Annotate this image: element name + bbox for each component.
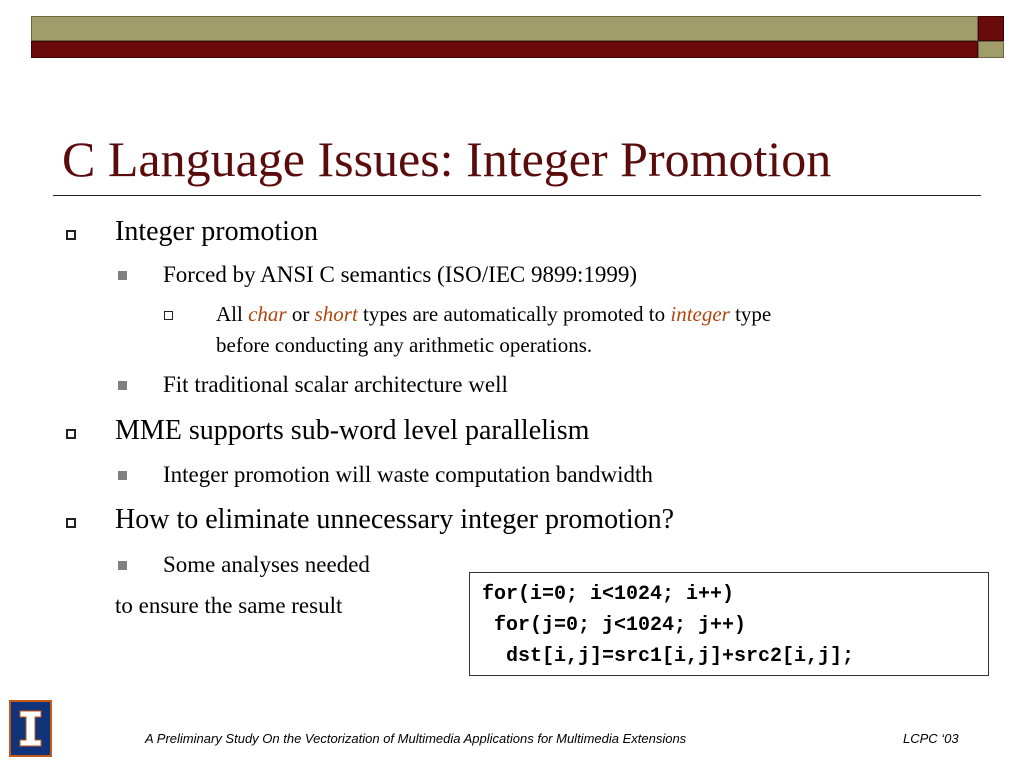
title-underline	[53, 195, 981, 196]
text-segment: type	[729, 302, 772, 326]
bullet-level2-ansi-c: Forced by ANSI C semantics (ISO/IEC 9899:1999)	[163, 262, 638, 287]
hollow-square-bullet-icon	[66, 230, 76, 240]
emphasis-short: short	[314, 302, 358, 326]
continuation-text: to ensure the same result	[115, 593, 343, 618]
solid-square-bullet-icon	[118, 471, 127, 480]
code-line: dst[i,j]=src1[i,j]+src2[i,j];	[482, 645, 855, 668]
header-bar-olive	[31, 16, 978, 41]
bullet-level3-continuation: before conducting any arithmetic operations.	[216, 333, 593, 357]
text-segment: types are automatically promoted to	[357, 302, 671, 326]
code-snippet-box	[469, 572, 989, 676]
solid-square-bullet-icon	[118, 561, 127, 570]
slide-title: C Language Issues: Integer Promotion	[62, 131, 832, 187]
bullet-level1-eliminate: How to eliminate unnecessary integer promotion?	[115, 504, 675, 535]
block-i-icon	[11, 702, 50, 755]
bullet-level3-promotion-rule	[216, 301, 771, 327]
text-segment: All	[216, 302, 249, 326]
header-bar-red	[31, 41, 978, 58]
footer-venue: LCPC ‘03	[903, 731, 959, 746]
bullet-level2-analyses: Some analyses needed	[163, 552, 370, 577]
solid-square-bullet-icon	[118, 381, 127, 390]
bullet-level2-scalar-architecture: Fit traditional scalar architecture well	[163, 372, 508, 397]
footer-title: A Preliminary Study On the Vectorization of Multimedia Applications for Multimedia Extensions	[145, 731, 687, 746]
code-line: for(j=0; j<1024; j++)	[482, 614, 747, 637]
hollow-square-bullet-icon	[164, 311, 173, 320]
emphasis-integer: integer	[670, 302, 730, 326]
code-line: for(i=0; i<1024; i++)	[482, 583, 735, 606]
hollow-square-bullet-icon	[66, 518, 76, 528]
text-segment: or	[286, 302, 315, 326]
bullet-level1-mme: MME supports sub-word level parallelism	[115, 415, 590, 446]
university-logo	[9, 700, 52, 757]
solid-square-bullet-icon	[118, 271, 127, 280]
bullet-level1-integer-promotion: Integer promotion	[115, 216, 318, 247]
bullet-level2-bandwidth: Integer promotion will waste computation bandwidth	[163, 462, 653, 487]
header-square-olive	[978, 41, 1004, 58]
emphasis-char: char	[248, 302, 287, 326]
hollow-square-bullet-icon	[66, 429, 76, 439]
header-square-red	[978, 16, 1004, 41]
